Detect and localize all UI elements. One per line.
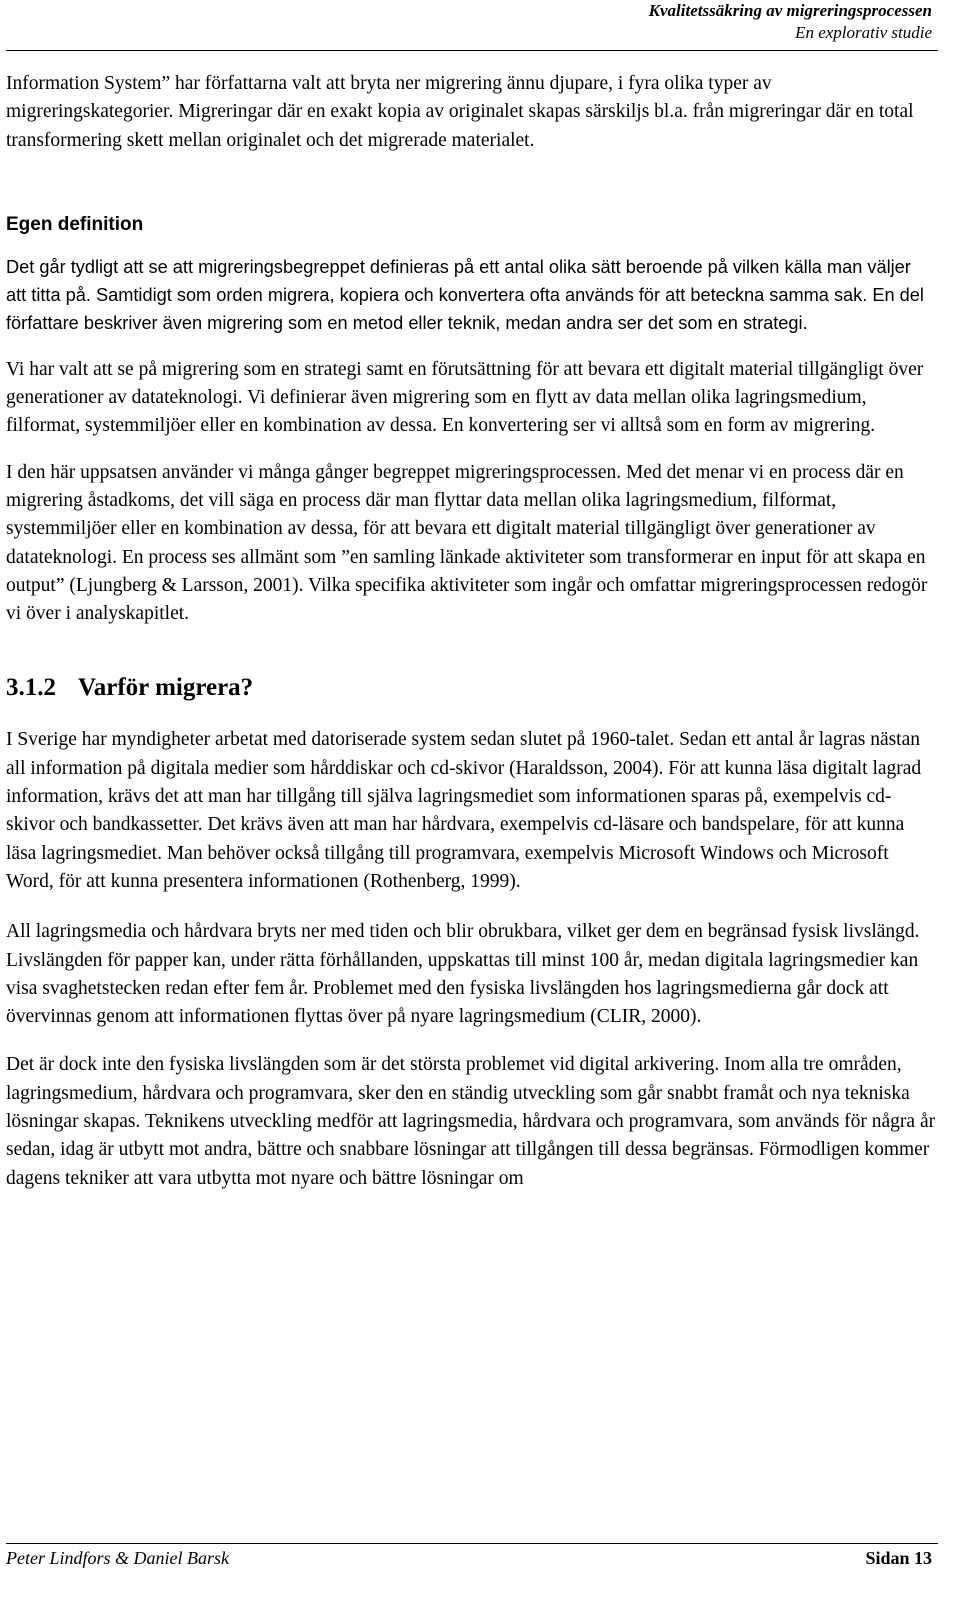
paragraph-sweden-history: I Sverige har myndigheter arbetat med datoriserade system sedan slutet på 1960-talet. Sedan ett antal år lagras nästan all information på digitala medier som hårddiskar och cd-skivor (Haraldsson, 2004). För att kunna läsa digitalt lagrad information, krävs det att man har tillgång till själva lagringsmediet som informationen sparas på, exempelvis cd-skivor och bandkassetter. Det krävs även att man har hårdvara, exempelvis cd-läsare och bandspelare, för att kunna läsa lagringsmediet. Man behöver också tillgång till programvara, exempelvis Microsoft Windows och Microsoft Word, för att kunna presentera informationen (Rothenberg, 1999). — [6, 729, 922, 892]
page-header — [0, 0, 932, 44]
paragraph-physical-lifespan: All lagringsmedia och hårdvara bryts ner med tiden och blir obrukbara, vilket ger dem en begränsad fysisk livslängd. Livslängden för papper kan, under rätta förhållanden, uppskattas till minst 100 år, medan digitala lagringsmedier kan visa svaghetstecken redan efter fem år. Problemet med den fysiska livslängden hos lagringsmedierna går dock att övervinnas genom att informationen flyttas över på nyare lagringsmedium (CLIR, 2000). — [6, 921, 920, 1028]
section-number: 3.1.2 — [6, 674, 56, 702]
paragraph-strategy: Vi har valt att se på migrering som en strategi samt en förutsättning för att bevara ett digitalt material tillgängligt över generationer av datateknologi. Vi definierar även migrering som en flytt av data mellan olika lagringsmedium, filformat, systemmiljöer eller en kombination av dessa. En konvertering ser vi alltså som en form av migrering. — [6, 358, 924, 437]
paragraph-definition: Det går tydligt att se att migreringsbegreppet definieras på ett antal olika sätt beroende på vilken källa man väljer att titta på. Samtidigt som orden migrera, kopiera och konvertera ofta används för att beteckna samma sak. En del författare beskriver även migrering som en metod eller teknik, medan andra ser det som en strategi. — [6, 256, 924, 334]
footer-divider — [6, 1543, 938, 1544]
paragraph-migreringsprocessen: I den här uppsatsen använder vi många gånger begreppet migreringsprocessen. Med det menar vi en process där en migrering åstadkoms, det vill säga en process där man flyttar data mellan olika lagringsmedium, filformat, systemmiljöer eller en kombination av dessa, för att bevara ett digitalt material tillgängligt över generationer av datateknologi. En process ses allmänt som ”en samling länkade aktiviteter som transformerar en input för att skapa en output” (Ljungberg & Larsson, 2001). Vilka specifika aktiviteter som ingår och omfattar migreringsprocessen redogör vi över i analyskapitlet. — [6, 461, 928, 625]
paragraph-technical-evolution: Det är dock inte den fysiska livslängden som är det största problemet vid digital arkivering. Inom alla tre områden, lagringsmedium, hårdvara och programvara, sker den en ständig utveckling som går snabbt framåt och nya tekniska lösningar skapas. Teknikens utveckling medför att lagringsmedia, hårdvara och programvara, som används för några år sedan, idag är utbytt mot andra, bättre och snabbare lösningar att tillgången till dessa begränsas. Förmodligen kommer dagens tekniker att vara utbytta mot nyare och bättre lösningar om — [6, 1054, 936, 1189]
header-divider — [6, 50, 938, 51]
page-footer — [6, 1546, 932, 1570]
paragraph-intro-continuation: Information System” har författarna valt att bryta ner migrering ännu djupare, i fyra olika typer av migreringskategorier. Migreringar där en exakt kopia av originalet skapas särskiljs bl.a. från migreringar där en total transformering skett mellan originalet och det migrerade materialet. — [6, 73, 914, 151]
document-body — [6, 70, 936, 1193]
section-heading — [6, 672, 936, 704]
header-title: Kvalitetssäkring av migreringsprocessen — [648, 1, 932, 20]
section-title: Varför migrera? — [78, 674, 254, 702]
page-number: Sidan 13 — [865, 1548, 932, 1568]
subheading-egen-definition: Egen definition — [6, 213, 144, 235]
header-subtitle: En explorativ studie — [795, 23, 932, 43]
footer-authors: Peter Lindfors & Daniel Barsk — [6, 1548, 229, 1568]
